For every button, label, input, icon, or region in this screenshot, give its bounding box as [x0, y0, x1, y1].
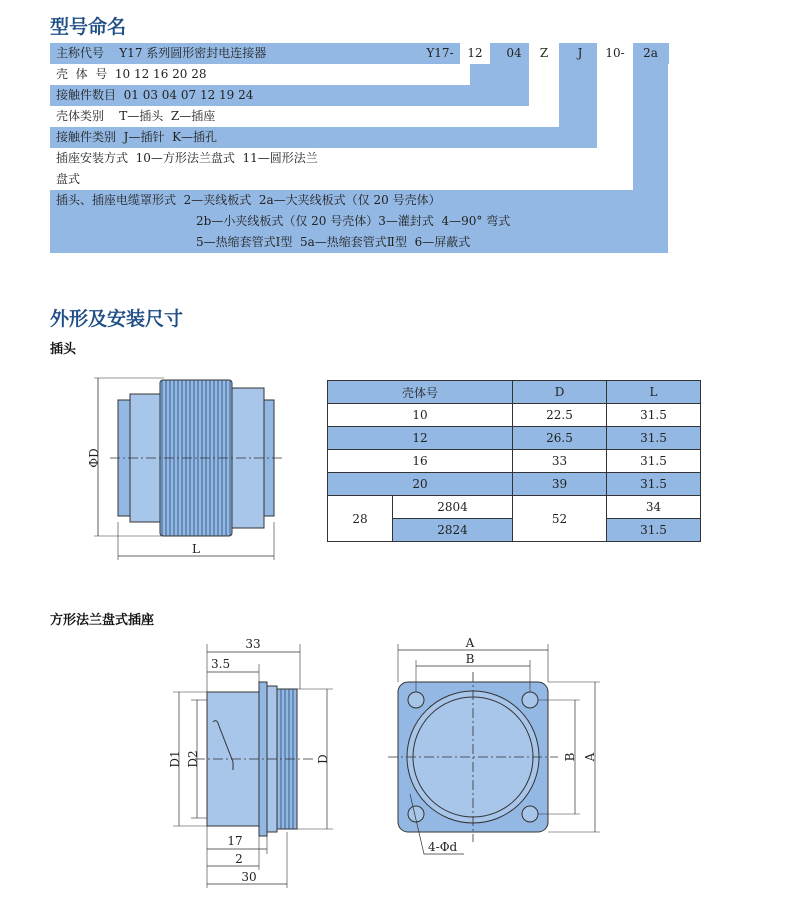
code-shell: 12 — [460, 43, 490, 64]
plug-dim-d: ΦD — [87, 448, 101, 468]
front-dim-b-vertical: B — [563, 752, 577, 762]
code-series: Y17- — [426, 46, 454, 60]
dimension-table — [327, 380, 701, 542]
code-cable: 2a — [643, 46, 658, 60]
table-row: 12 26.5 31.5 — [328, 427, 701, 450]
row-shell-label: 壳 体 号 10 12 16 20 28 — [56, 67, 207, 81]
row-contact-type-label: 接触件类别 J—插针 K—插孔 — [56, 130, 218, 144]
flange-subtitle: 方形法兰盘式插座 — [50, 613, 155, 628]
flange-dim-30: 30 — [241, 870, 257, 884]
front-dim-a: A — [465, 636, 475, 650]
table-header-shell: 壳体号 — [328, 381, 513, 404]
row-mount-label: 插座安装方式 10—方形法兰盘式 11—圆形法兰 — [56, 151, 318, 165]
table-row: 28 2804 52 34 — [328, 496, 701, 519]
table-header-l: L — [607, 381, 701, 404]
table-row: 16 33 31.5 — [328, 450, 701, 473]
table-row: 2824 31.5 — [328, 519, 701, 542]
row-cable-label: 插头、插座电缆罩形式 2—夹线板式 2a—大夹线板式（仅 20 号壳体） — [56, 193, 441, 207]
flange-dim-3-5: 3.5 — [211, 657, 231, 671]
code-contacts: 04 — [506, 46, 522, 60]
flange-dim-d2: D2 — [186, 750, 200, 768]
table-row: 20 39 31.5 — [328, 473, 701, 496]
flange-dim-2: 2 — [235, 852, 243, 866]
row-cable-label-3: 5—热缩套管式Ⅰ型 5a—热缩套管式Ⅱ型 6—屏蔽式 — [196, 235, 471, 249]
section-title-naming: 型号命名 — [50, 16, 127, 38]
flange-side-drawing — [155, 632, 345, 894]
row-mount-label-cont: 盘式 — [56, 172, 81, 186]
table-header-d: D — [513, 381, 607, 404]
row-cable-label-2: 2b—小夹线板式（仅 20 号壳体）3—灌封式 4—90° 弯式 — [196, 214, 511, 228]
code-mount: 10- — [597, 43, 633, 64]
flange-dim-d: D — [316, 754, 330, 764]
plug-subtitle: 插头 — [50, 342, 77, 357]
code-shell-type: Z — [529, 43, 559, 64]
flange-dim-d1: D1 — [168, 750, 182, 768]
plug-drawing — [80, 372, 300, 572]
front-dim-a-vertical: A — [583, 752, 597, 762]
front-dim-b: B — [465, 652, 475, 666]
flange-dim-17: 17 — [227, 834, 243, 848]
flange-front-drawing — [380, 632, 605, 864]
row-shell-type-label: 壳体类别 T—插头 Z—插座 — [56, 109, 216, 123]
section-title-dimensions: 外形及安装尺寸 — [50, 308, 184, 330]
row-main-label: 主称代号 Y17 系列圆形密封电连接器 — [56, 46, 267, 60]
row-contacts-label: 接触件数目 01 03 04 07 12 19 24 — [56, 88, 254, 102]
table-row: 10 22.5 31.5 — [328, 404, 701, 427]
code-contact-type: J — [577, 46, 583, 60]
flange-dim-33: 33 — [245, 637, 261, 651]
plug-dim-l: L — [192, 542, 200, 556]
front-dim-holes: 4-Φd — [428, 840, 458, 854]
